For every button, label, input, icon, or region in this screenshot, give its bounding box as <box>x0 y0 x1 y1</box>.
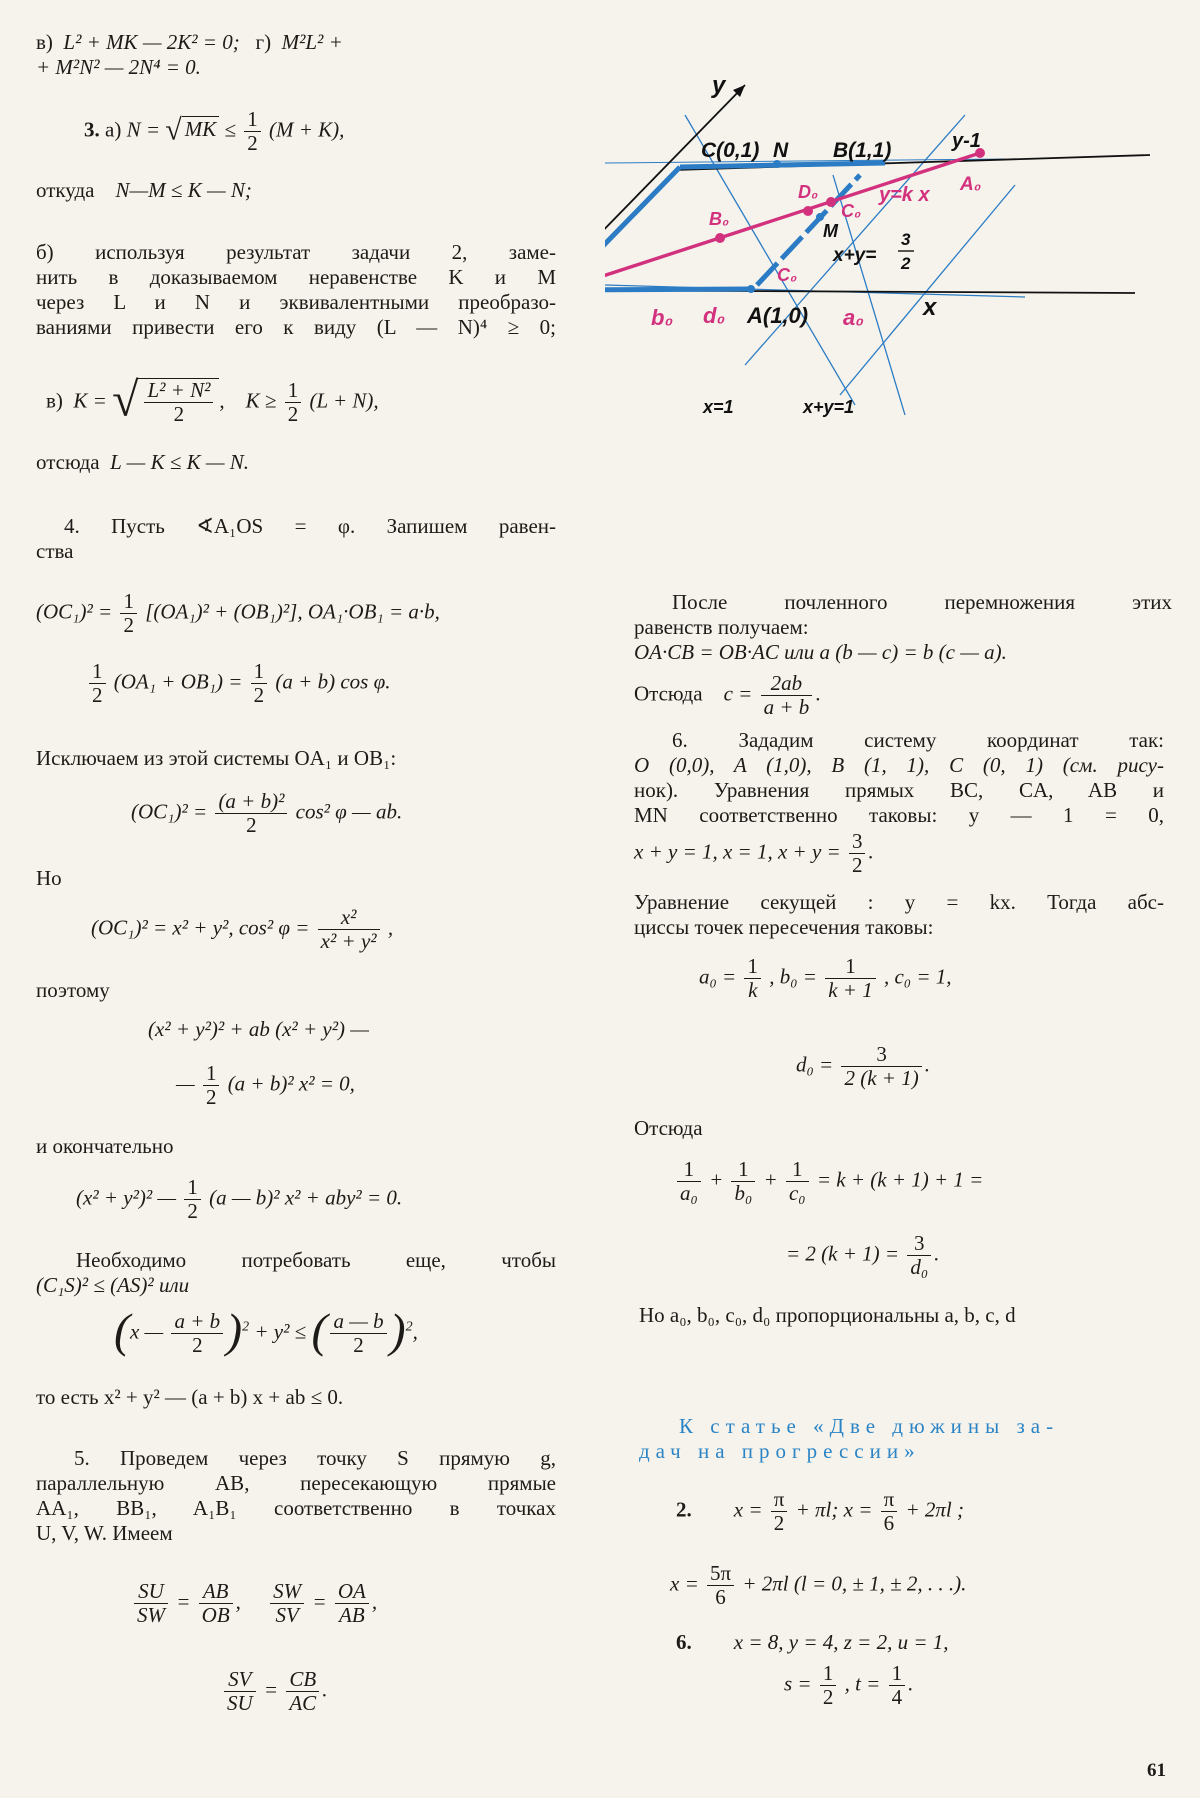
equation-quartic-2: — $\frac{1}{2}$ (a + b)² x² = 0, <box>176 1061 355 1110</box>
fraction: $\frac{1}{2}$ <box>251 660 268 707</box>
line-v-g: в) L² + MK — 2K² = 0; г) M²L² + <box>36 30 343 54</box>
line-v-g-cont: + M²N² — 2N⁴ = 0. <box>36 55 201 79</box>
label-xy32-den: 2 <box>901 254 911 273</box>
problem-4-line2: ства <box>36 539 74 563</box>
label-d0-axis: d₀ <box>703 303 726 328</box>
problem-5-line4: U, V, W. Имеем <box>36 1521 173 1545</box>
point-m <box>816 213 824 221</box>
fraction: $\frac{AB}{OB}$ <box>199 1580 233 1627</box>
fraction: $\frac{\text{(a + b)²}}{2}$ <box>215 790 287 837</box>
label-b: B(1,1) <box>833 139 892 162</box>
label-x1: x=1 <box>703 397 734 417</box>
problem-5-text: 5. Проведем через точку S прямую g, параллельную AB, пересекающую прямые AA₁, BB₁, A₁B₁ соответственно в точках <box>36 1446 556 1520</box>
label-xy1: x+y=1 <box>803 397 855 417</box>
answer-2-line1: 2. x = $\frac{\pi}{2}$ + πl; x = $\frac{\pi}{6}$ + 2πl ; <box>676 1487 965 1536</box>
label-a0-axis: a₀ <box>843 305 864 330</box>
label-y-kx: y=k x <box>879 184 930 206</box>
coordinate-figure <box>605 75 1165 435</box>
y-axis <box>605 85 745 285</box>
fraction: $\frac{\text{L² + N²}}{2}$ <box>144 379 213 426</box>
fraction: $\frac{1}{2}$ <box>184 1176 201 1223</box>
fraction: $\frac{1}{k}$ <box>744 955 761 1002</box>
fraction: $\frac{1}{\text{b₀}}$ <box>731 1158 755 1205</box>
fraction: $\frac{5\pi}{6}$ <box>707 1562 734 1609</box>
equation-cos: $\frac{1}{2}$ (OA₁ + OB₁) = $\frac{1}{2}$ (a + b) cos φ. <box>86 660 390 707</box>
point-c0-top <box>826 197 836 207</box>
fraction: $\frac{1}{\text{c₀}}$ <box>786 1158 809 1205</box>
equation-final: (x² + y²)² — $\frac{1}{2}$ (a — b)² x² + aby² = 0. <box>76 1175 403 1224</box>
fraction: $\frac{1}{\text{a₀}}$ <box>677 1158 701 1205</box>
problem-3b-text: б) используя результат задачи 2, заме- нить в доказываемом неравенстве K и M через L и N и эквивалентными преобразо- ваниями привести его к виду (L — N)⁴ ≥ 0; <box>36 240 556 339</box>
section-heading-line2: дач на прогрессии» <box>639 1439 921 1463</box>
abscissa-d0: d₀ = $\frac{3}{2 (k + 1)}$ . <box>796 1042 930 1091</box>
segment-oa <box>605 289 750 290</box>
problem-6-text: 6. Зададим систему координат так: O (0,0), A (1,0), B (1, 1), C (0, 1) (см. рису- нок). Уравнения прямых BC, CA, AB и MN соответственно таковы: y — 1 = 0, <box>634 728 1164 827</box>
segment-cb <box>680 163 885 167</box>
formula-c: Отсюда c = $\frac{2ab}{a + b}$ . <box>634 671 821 720</box>
fraction: $\frac{3}{2}$ <box>849 830 866 877</box>
exclude-line: Исключаем из этой системы OA₁ и OB₁: <box>36 746 397 770</box>
fraction: $\frac{1}{2}$ <box>89 660 106 707</box>
secant-line2: циссы точек пересечения таковы: <box>634 915 934 939</box>
fraction: $\frac{OA}{AB}$ <box>335 1580 369 1627</box>
label-c: C(0,1) <box>701 139 760 162</box>
label-c0-top: C₀ <box>841 201 862 221</box>
label-b0-axis: b₀ <box>651 305 674 330</box>
poetomu-line: поэтому <box>36 978 110 1002</box>
fraction: $\frac{1}{2}$ <box>285 379 302 426</box>
after-line1: После почленного перемножения этих <box>672 590 1172 614</box>
label-b0: B₀ <box>709 209 730 229</box>
fraction: $\frac{2ab}{a + b}$ <box>761 672 813 719</box>
fraction: $\frac{\text{x²}}{\text{x² + y²}}$ <box>318 906 380 953</box>
need-line1: Необходимо потребовать еще, чтобы <box>76 1248 556 1272</box>
fraction: $\frac{1}{k + 1}$ <box>825 955 876 1002</box>
fraction: $\frac{CB}{AC}$ <box>286 1668 319 1715</box>
label-d0: D₀ <box>798 182 819 202</box>
point-b0 <box>715 233 725 243</box>
line-x-plus-y-3-2 <box>840 185 1015 395</box>
label-a0: A₀ <box>960 174 982 195</box>
fraction: $\frac{a — b}{2}$ <box>330 1310 386 1357</box>
fraction: $\frac{1}{4}$ <box>889 1662 906 1709</box>
fraction: $\frac{1}{2}$ <box>244 108 261 155</box>
equation-quartic-1: (x² + y²)² + ab (x² + y²) — <box>148 1017 369 1041</box>
inequality: (x — $\frac{a + b}{2}$ )$^2$ + y² ≤ ( $\frac{a — b}{2}$ )$^2$, <box>114 1304 418 1358</box>
equation-oc1: (OC₁)² = $\frac{1}{2}$ [(OA₁)² + (OB₁)²], OA₁·OB₁ = a·b, <box>36 589 440 638</box>
label-y1: y-1 <box>952 130 981 152</box>
ratios-row2: $\frac{SV}{SU}$ = $\frac{CB}{AC}$ . <box>221 1668 327 1715</box>
fraction: $\frac{1}{2}$ <box>120 590 137 637</box>
fraction: $\frac{\pi}{6}$ <box>881 1488 898 1535</box>
label-c0-bottom: C₀ <box>777 265 798 285</box>
fraction: $\frac{SW}{SV}$ <box>270 1580 304 1627</box>
radical-sign: √ <box>112 373 139 427</box>
label-n: N <box>773 139 789 162</box>
sum-line1: $\frac{1}{\text{a₀}}$ + $\frac{1}{\text{b₀}}$ + $\frac{1}{\text{c₀}}$ = k + (k + 1) + 1 = <box>674 1158 983 1205</box>
problem-3a: 3. а) N = √ MK ≤ $\frac{1}{2}$ (M + K), <box>84 107 345 156</box>
need-line2: (C₁S)² ≤ (AS)² или <box>36 1273 190 1297</box>
problem-6-lines: x + y = 1, x = 1, x + y = $\frac{3}{2}$ . <box>634 829 874 878</box>
problem-4-line1: 4. Пусть ∢A₁OS = φ. Запишем равен- <box>64 514 556 538</box>
fraction: $\frac{a + b}{2}$ <box>171 1310 223 1357</box>
section-heading-line1: К статье «Две дюжины за- <box>679 1414 1060 1438</box>
equation-oc1-squared: (OC₁)² = $\frac{\text{(a + b)²}}{2}$ cos² φ — ab. <box>131 789 403 838</box>
to-est-line: то есть x² + y² — (a + b) x + ab ≤ 0. <box>36 1385 344 1409</box>
okonchatelno-line: и окончательно <box>36 1134 174 1158</box>
fraction: $\frac{1}{2}$ <box>203 1062 220 1109</box>
ratios-row1: $\frac{SU}{SW}$ = $\frac{AB}{OB}$ , $\frac{SW}{SV}$ = $\frac{OA}{AB}$ , <box>131 1580 377 1627</box>
equation-x2y2: (OC₁)² = x² + y², cos² φ = $\frac{\text{x²}}{\text{x² + y²}}$ , <box>91 905 394 954</box>
page-number: 61 <box>1147 1760 1166 1781</box>
fraction: $\frac{SV}{SU}$ <box>224 1668 256 1715</box>
after-line2: равенств получаем: <box>634 615 809 639</box>
fraction: $\frac{SU}{SW}$ <box>134 1580 168 1627</box>
answer-2-line2: x = $\frac{5\pi}{6}$ + 2πl (l = 0, ± 1, ± 2, . . .). <box>670 1561 967 1610</box>
point-d0 <box>803 206 813 216</box>
answer-6-line1: 6. x = 8, y = 4, z = 2, u = 1, <box>676 1630 949 1654</box>
label-x-axis: x <box>923 294 937 321</box>
label-xy32-num: 3 <box>901 230 911 249</box>
label-m: M <box>823 221 838 241</box>
otkuda-line: откуда N—M ≤ K — N; <box>36 178 252 202</box>
fraction: $\frac{\pi}{2}$ <box>771 1488 788 1535</box>
fraction: $\frac{3}{\text{d₀}}$ <box>907 1232 931 1279</box>
answer-6-line2: s = $\frac{1}{2}$ , t = $\frac{1}{4}$ . <box>784 1661 914 1710</box>
radical-sign: √ <box>165 113 182 147</box>
secant-line1: Уравнение секущей : y = kx. Тогда абс- <box>634 890 1164 914</box>
problem-3v: в) K = √ $\frac{\text{L² + N²}}{2}$ , K ≥ $\frac{1}{2}$ (L + N), <box>46 373 379 427</box>
otsyuda2-line: Отсюда <box>634 1116 703 1140</box>
abscissas: a₀ = $\frac{1}{k}$ , b₀ = $\frac{1}{k + 1}$ , c₀ = 1, <box>699 954 952 1003</box>
no-line: Но <box>36 866 62 890</box>
after-line3: OA·CB = OB·AC или a (b — c) = b (c — a). <box>634 640 1007 664</box>
point-a <box>747 285 755 293</box>
fraction: $\frac{3}{2 (k + 1)}$ <box>841 1043 921 1090</box>
sum-line2: = 2 (k + 1) = $\frac{3}{\text{d₀}}$ . <box>786 1231 940 1280</box>
otsyuda-line: отсюда L — K ≤ K — N. <box>36 450 250 474</box>
proportional-line: Но a₀, b₀, c₀, d₀ пропорциональны a, b, c, d <box>639 1303 1016 1327</box>
fraction: $\frac{1}{2}$ <box>820 1662 837 1709</box>
label-y-axis: y <box>712 75 726 99</box>
label-a: A(1,0) <box>747 303 809 328</box>
label-xy32: x+y= <box>833 245 877 266</box>
